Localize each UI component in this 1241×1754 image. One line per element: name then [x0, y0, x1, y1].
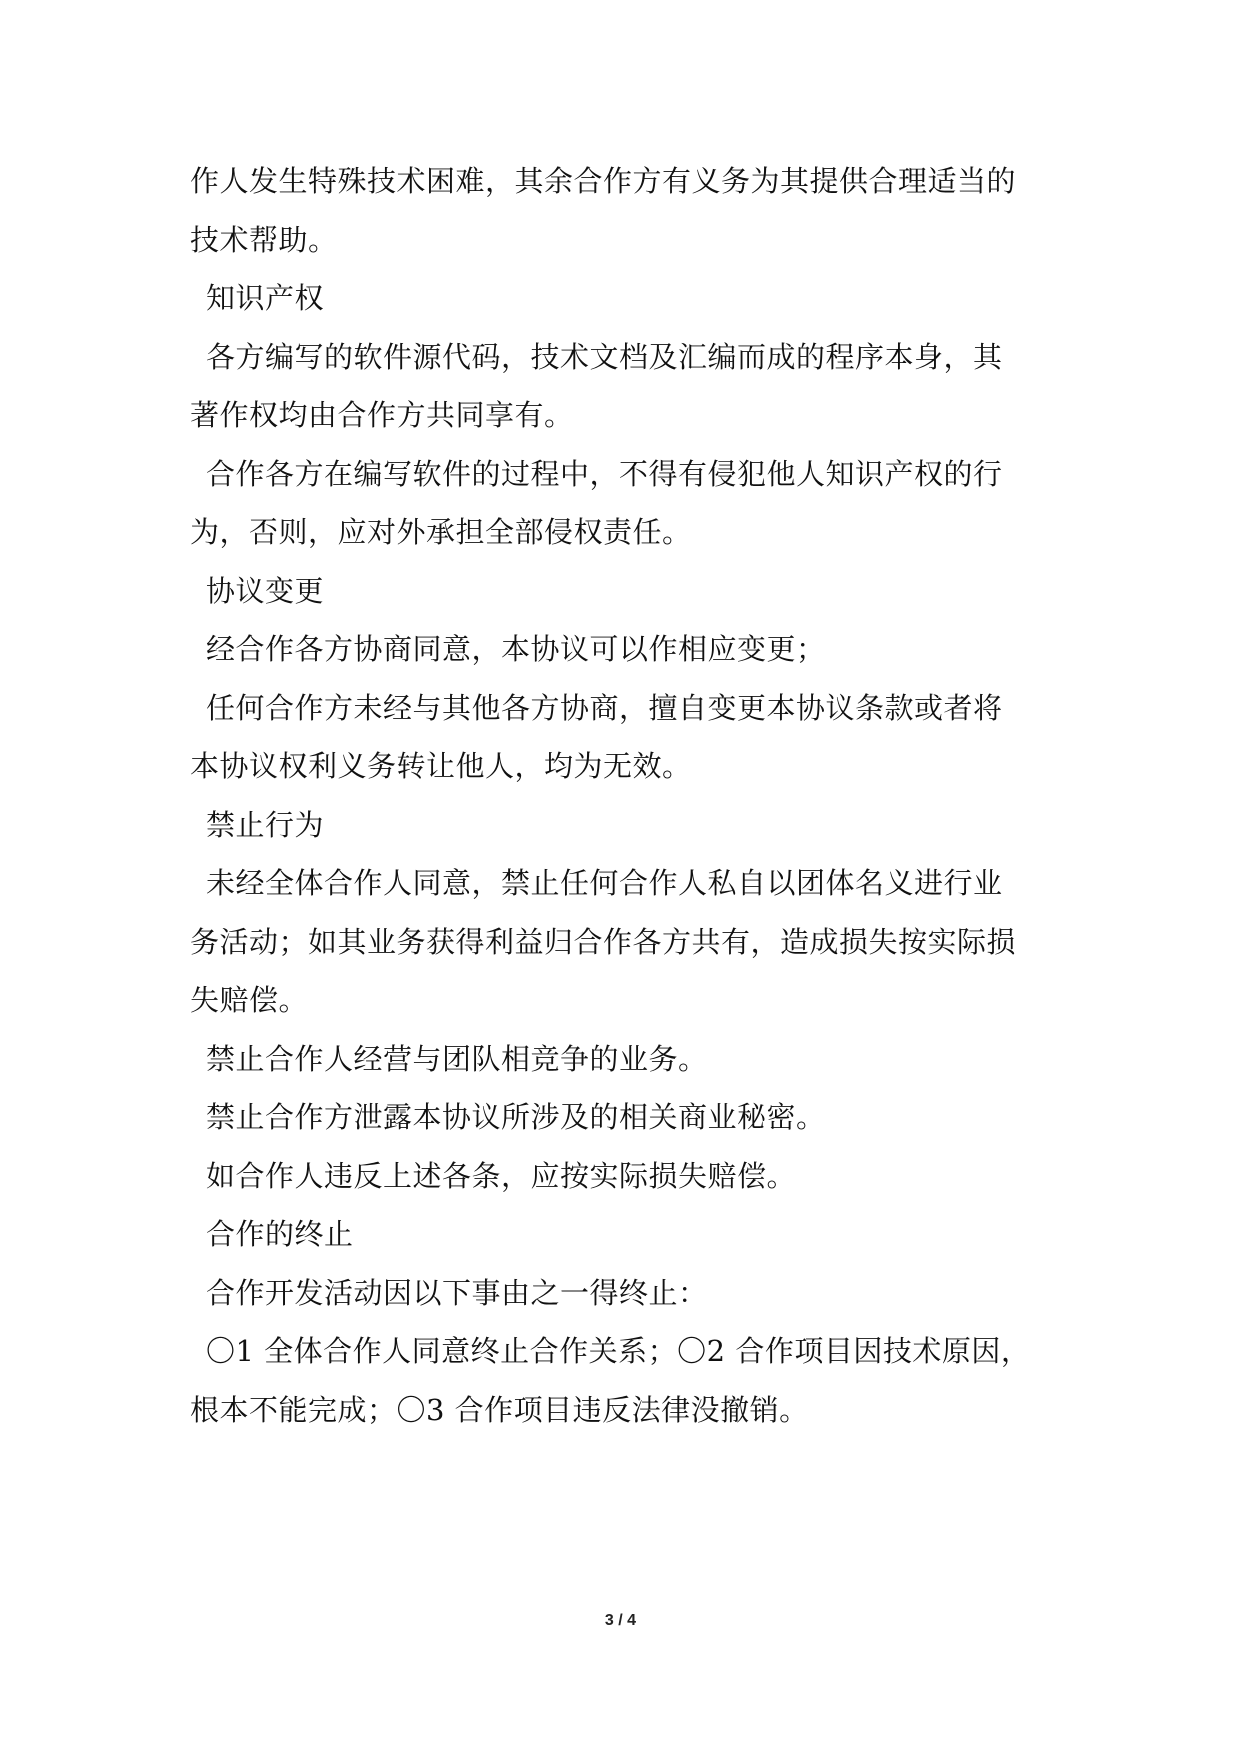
text-line: 禁止合作方泄露本协议所涉及的相关商业秘密。: [206, 1100, 826, 1134]
text-line: 禁止行为: [206, 807, 325, 842]
text-line: 著作权均由合作方共同享有。: [190, 398, 574, 432]
text-line: 未经全体合作人同意，禁止任何合作人私自以团体名义进行业: [206, 866, 1003, 900]
text-line: 本协议权利义务转让他人，均为无效。: [190, 749, 692, 783]
text-line: 禁止合作人经营与团队相竞争的业务。: [206, 1041, 708, 1076]
text-line: 任何合作方未经与其他各方协商，擅自变更本协议条款或者将: [206, 690, 1003, 725]
text-line: 合作的终止: [206, 1217, 354, 1251]
text-line: 失赔偿。: [190, 983, 309, 1017]
text-line: 合作开发活动因以下事由之一得终止：: [206, 1275, 708, 1310]
text-line: 合作各方在编写软件的过程中，不得有侵犯他人知识产权的行: [206, 456, 1003, 491]
text-line: 经合作各方协商同意，本协议可以作相应变更；: [206, 632, 826, 666]
document-body: [190, 152, 1070, 1439]
text-line: 技术帮助。: [190, 222, 338, 257]
text-line: 协议变更: [206, 573, 325, 608]
text-line: 如合作人违反上述各条，应按实际损失赔偿。: [206, 1158, 797, 1193]
text-line: 〇1 全体合作人同意终止合作关系；〇2 合作项目因技术原因，: [206, 1334, 1031, 1368]
text-line: 务活动；如其业务获得利益归合作各方共有，造成损失按实际损: [190, 924, 1017, 959]
text-line: 为，否则，应对外承担全部侵权责任。: [190, 515, 692, 549]
text-line: 作人发生特殊技术困难，其余合作方有义务为其提供合理适当的: [190, 164, 1017, 198]
text-line: 知识产权: [206, 281, 325, 315]
text-line: 各方编写的软件源代码，技术文档及汇编而成的程序本身，其: [206, 339, 1003, 374]
page-number: 3 / 4: [604, 1612, 637, 1629]
text-line: 根本不能完成；〇3 合作项目违反法律没撤销。: [190, 1392, 809, 1427]
